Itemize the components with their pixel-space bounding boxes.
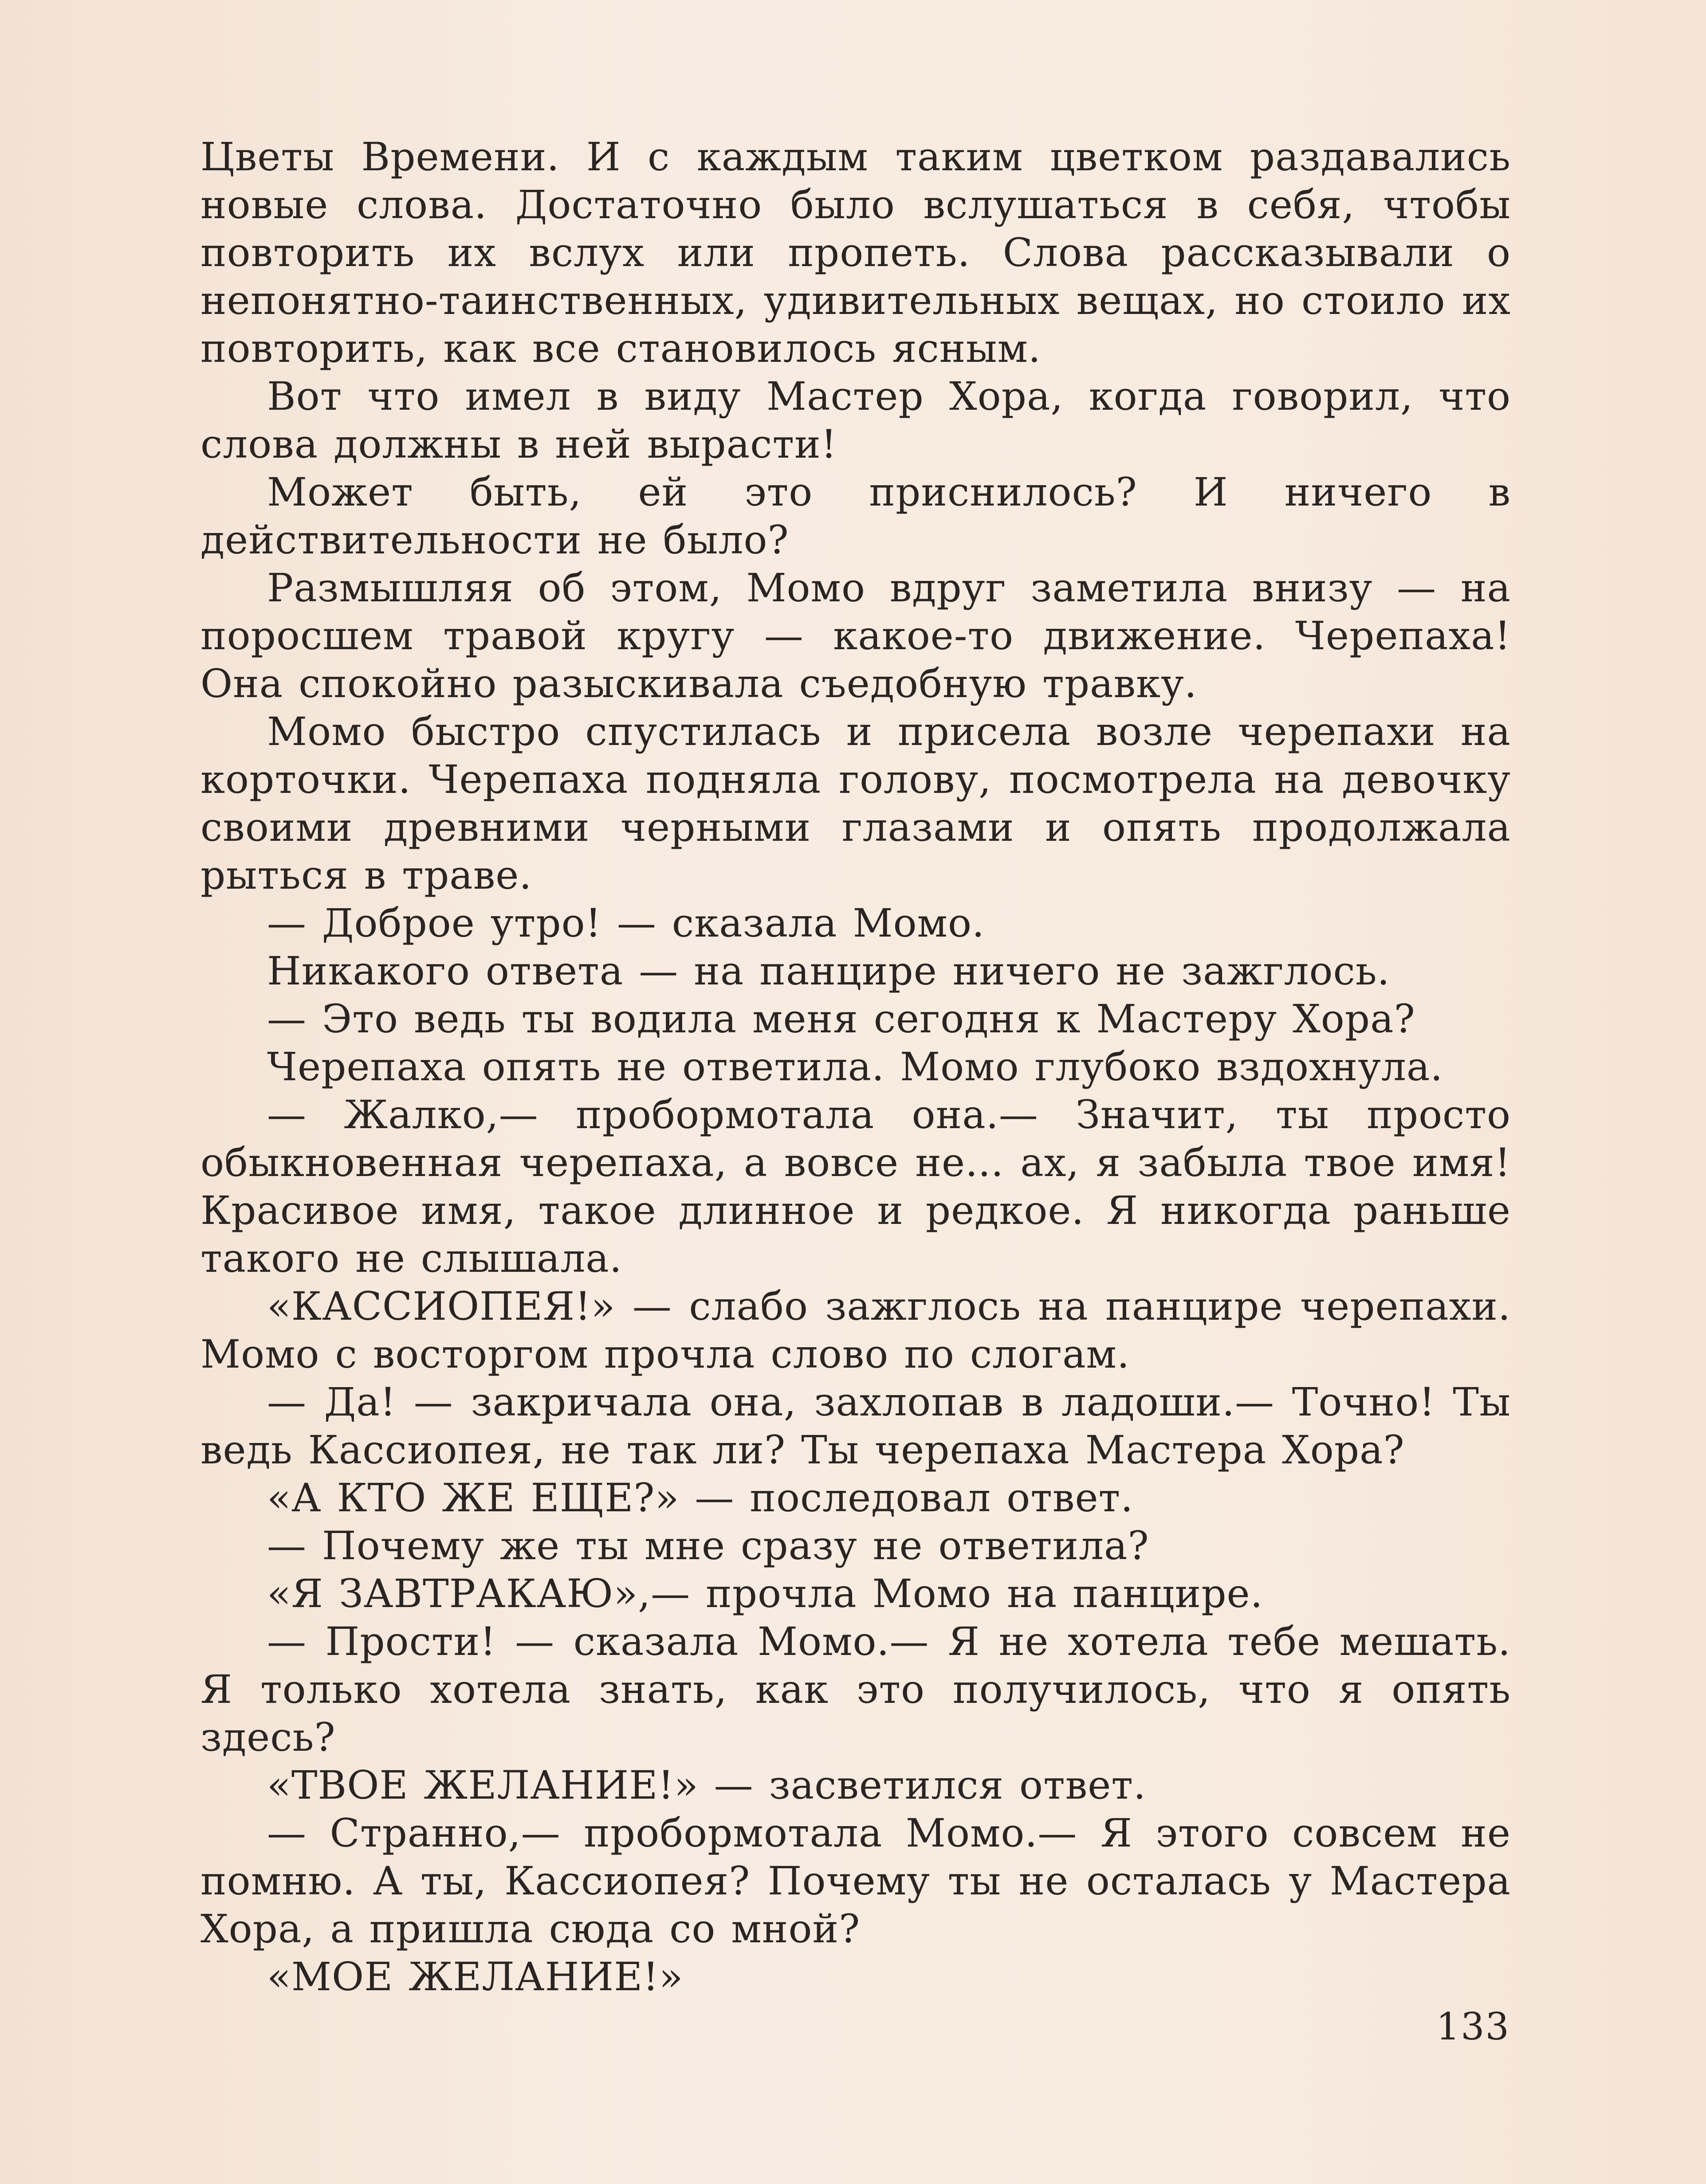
shell-message: «А КТО ЖЕ ЕЩЕ?» — последовал ответ. [267,1475,1134,1521]
dialogue-line: — Это ведь ты водила меня сегодня к Мастеру Хора? [267,996,1415,1042]
shell-message: «ТВОЕ ЖЕЛАНИЕ!» — засветился ответ. [267,1762,1146,1808]
paragraph: Цветы Времени. И с каждым таким цветком раздавались новые слова. Достаточно было вслушаться в себя, чтобы повторить их вслух или пропеть. Слова рассказывали о непонятно-таинственных, удивительных вещах, но стоило их повторить, как все становилось ясным. [200,134,1511,371]
shell-message: «КАССИОПЕЯ!» — слабо зажглось на панцире черепахи. Момо с восторгом прочла слово по слогам. [200,1283,1511,1377]
paragraph: Никакого ответа — на панцире ничего не зажглось. [267,948,1390,994]
page-number: 133 [1436,2005,1510,2048]
dialogue-line: — Да! — закричала она, захлопав в ладоши.— Точно! Ты ведь Кассиопея, не так ли? Ты черепаха Мастера Хора? [200,1379,1511,1473]
dialogue-line: — Прости! — сказала Момо.— Я не хотела тебе мешать. Я только хотела знать, как это получилось, что я опять здесь? [200,1619,1511,1760]
book-text [200,133,1511,2001]
paragraph: Размышляя об этом, Момо вдруг заметила внизу — на поросшем травой кругу — какое-то движение. Черепаха! Она спокойно разыскивала съедобную травку. [200,565,1511,706]
dialogue-line: — Странно,— пробормотала Момо.— Я этого совсем не помню. А ты, Кассиопея? Почему ты не осталась у Мастера Хора, а пришла сюда со мной? [200,1810,1511,1952]
shell-message: «Я ЗАВТРАКАЮ»,— прочла Момо на панцире. [267,1571,1263,1616]
shell-message: «МОЕ ЖЕЛАНИЕ!» [267,1954,684,2000]
paragraph: Вот что имел в виду Мастер Хора, когда говорил, что слова должны в ней вырасти! [200,373,1511,467]
paragraph: Может быть, ей это приснилось? И ничего в действительности не было? [200,469,1511,563]
paragraph: Черепаха опять не ответила. Момо глубоко вздохнула. [267,1044,1443,1090]
dialogue-line: — Жалко,— пробормотала она.— Значит, ты просто обыкновенная черепаха, а вовсе не... ах, я забыла твое имя! Красивое имя, такое длинное и редкое. Я никогда раньше такого не слышала. [200,1092,1511,1281]
dialogue-line: — Почему же ты мне сразу не ответила? [267,1523,1149,1568]
paragraph: Момо быстро спустилась и присела возле черепахи на корточки. Черепаха подняла голову, посмотрела на девочку своими древними черными глазами и опять продолжала рыться в траве. [200,709,1511,898]
dialogue-line: — Доброе утро! — сказала Момо. [267,900,985,946]
